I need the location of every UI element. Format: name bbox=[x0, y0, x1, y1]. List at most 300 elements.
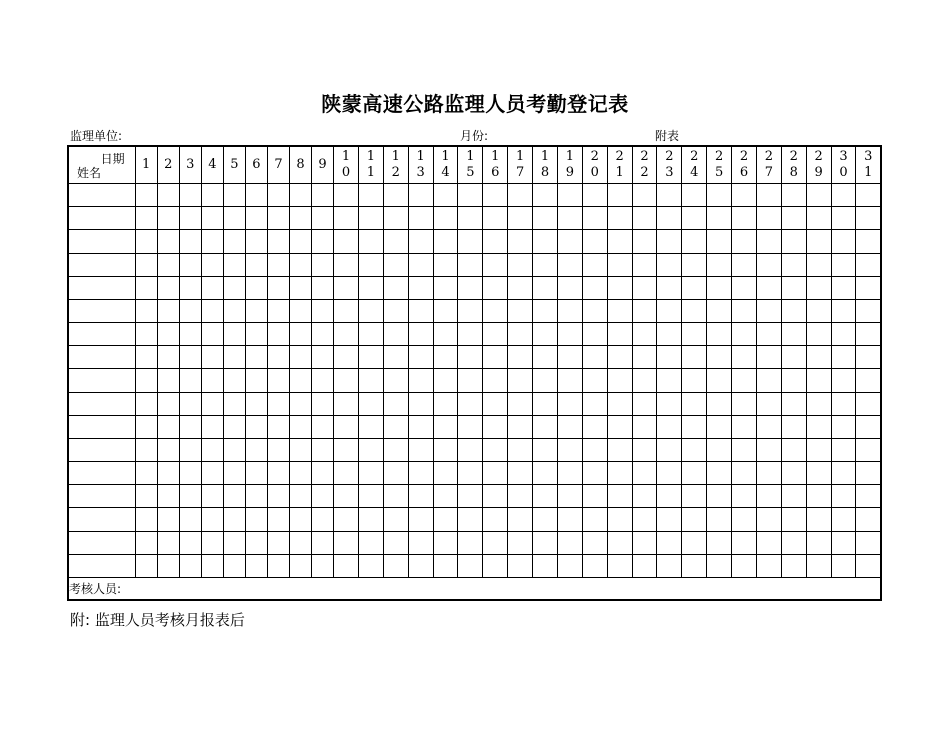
attendance-cell[interactable] bbox=[707, 508, 732, 531]
attendance-cell[interactable] bbox=[223, 207, 245, 230]
attendance-cell[interactable] bbox=[557, 230, 582, 253]
attendance-cell[interactable] bbox=[607, 323, 632, 346]
attendance-cell[interactable] bbox=[408, 207, 433, 230]
attendance-cell[interactable] bbox=[433, 554, 458, 577]
attendance-cell[interactable] bbox=[831, 531, 856, 554]
attendance-cell[interactable] bbox=[312, 346, 334, 369]
attendance-cell[interactable] bbox=[334, 531, 359, 554]
attendance-cell[interactable] bbox=[707, 184, 732, 207]
attendance-cell[interactable] bbox=[533, 392, 558, 415]
attendance-cell[interactable] bbox=[334, 299, 359, 322]
attendance-cell[interactable] bbox=[831, 462, 856, 485]
attendance-cell[interactable] bbox=[657, 415, 682, 438]
attendance-cell[interactable] bbox=[267, 230, 289, 253]
attendance-cell[interactable] bbox=[732, 253, 757, 276]
attendance-cell[interactable] bbox=[856, 207, 881, 230]
attendance-cell[interactable] bbox=[806, 253, 831, 276]
attendance-cell[interactable] bbox=[582, 230, 607, 253]
attendance-cell[interactable] bbox=[557, 184, 582, 207]
attendance-cell[interactable] bbox=[707, 230, 732, 253]
attendance-cell[interactable] bbox=[290, 276, 312, 299]
attendance-cell[interactable] bbox=[806, 184, 831, 207]
attendance-cell[interactable] bbox=[856, 184, 881, 207]
attendance-cell[interactable] bbox=[201, 299, 223, 322]
attendance-cell[interactable] bbox=[806, 485, 831, 508]
attendance-cell[interactable] bbox=[533, 415, 558, 438]
attendance-cell[interactable] bbox=[383, 462, 408, 485]
attendance-cell[interactable] bbox=[201, 207, 223, 230]
attendance-cell[interactable] bbox=[856, 462, 881, 485]
attendance-cell[interactable] bbox=[756, 276, 781, 299]
attendance-cell[interactable] bbox=[483, 346, 508, 369]
attendance-cell[interactable] bbox=[483, 207, 508, 230]
attendance-cell[interactable] bbox=[458, 554, 483, 577]
attendance-cell[interactable] bbox=[557, 462, 582, 485]
attendance-cell[interactable] bbox=[433, 299, 458, 322]
attendance-cell[interactable] bbox=[582, 508, 607, 531]
attendance-cell[interactable] bbox=[334, 207, 359, 230]
attendance-cell[interactable] bbox=[267, 415, 289, 438]
attendance-cell[interactable] bbox=[781, 392, 806, 415]
attendance-cell[interactable] bbox=[632, 346, 657, 369]
attendance-cell[interactable] bbox=[582, 369, 607, 392]
attendance-cell[interactable] bbox=[732, 323, 757, 346]
attendance-cell[interactable] bbox=[157, 531, 179, 554]
attendance-cell[interactable] bbox=[267, 207, 289, 230]
attendance-cell[interactable] bbox=[245, 415, 267, 438]
attendance-cell[interactable] bbox=[533, 531, 558, 554]
attendance-cell[interactable] bbox=[458, 323, 483, 346]
attendance-cell[interactable] bbox=[358, 276, 383, 299]
attendance-cell[interactable] bbox=[408, 392, 433, 415]
attendance-cell[interactable] bbox=[831, 276, 856, 299]
attendance-cell[interactable] bbox=[408, 531, 433, 554]
attendance-cell[interactable] bbox=[707, 346, 732, 369]
attendance-cell[interactable] bbox=[334, 276, 359, 299]
name-cell[interactable] bbox=[68, 184, 135, 207]
attendance-cell[interactable] bbox=[358, 462, 383, 485]
attendance-cell[interactable] bbox=[632, 392, 657, 415]
attendance-cell[interactable] bbox=[732, 369, 757, 392]
attendance-cell[interactable] bbox=[383, 554, 408, 577]
attendance-cell[interactable] bbox=[201, 346, 223, 369]
attendance-cell[interactable] bbox=[201, 184, 223, 207]
attendance-cell[interactable] bbox=[408, 462, 433, 485]
attendance-cell[interactable] bbox=[657, 531, 682, 554]
attendance-cell[interactable] bbox=[135, 438, 157, 461]
attendance-cell[interactable] bbox=[831, 346, 856, 369]
name-cell[interactable] bbox=[68, 438, 135, 461]
attendance-cell[interactable] bbox=[135, 462, 157, 485]
attendance-cell[interactable] bbox=[408, 485, 433, 508]
attendance-cell[interactable] bbox=[267, 253, 289, 276]
attendance-cell[interactable] bbox=[756, 207, 781, 230]
attendance-cell[interactable] bbox=[806, 323, 831, 346]
attendance-cell[interactable] bbox=[781, 276, 806, 299]
attendance-cell[interactable] bbox=[135, 207, 157, 230]
attendance-cell[interactable] bbox=[831, 323, 856, 346]
attendance-cell[interactable] bbox=[408, 276, 433, 299]
attendance-cell[interactable] bbox=[582, 346, 607, 369]
attendance-cell[interactable] bbox=[312, 230, 334, 253]
attendance-cell[interactable] bbox=[856, 438, 881, 461]
attendance-cell[interactable] bbox=[756, 485, 781, 508]
attendance-cell[interactable] bbox=[483, 230, 508, 253]
attendance-cell[interactable] bbox=[582, 531, 607, 554]
attendance-cell[interactable] bbox=[458, 276, 483, 299]
attendance-cell[interactable] bbox=[157, 554, 179, 577]
attendance-cell[interactable] bbox=[433, 253, 458, 276]
attendance-cell[interactable] bbox=[756, 415, 781, 438]
attendance-cell[interactable] bbox=[732, 299, 757, 322]
attendance-cell[interactable] bbox=[707, 415, 732, 438]
attendance-cell[interactable] bbox=[383, 392, 408, 415]
attendance-cell[interactable] bbox=[223, 462, 245, 485]
attendance-cell[interactable] bbox=[157, 276, 179, 299]
attendance-cell[interactable] bbox=[806, 276, 831, 299]
attendance-cell[interactable] bbox=[201, 323, 223, 346]
attendance-cell[interactable] bbox=[290, 184, 312, 207]
attendance-cell[interactable] bbox=[408, 346, 433, 369]
attendance-cell[interactable] bbox=[632, 230, 657, 253]
attendance-cell[interactable] bbox=[383, 276, 408, 299]
attendance-cell[interactable] bbox=[732, 346, 757, 369]
attendance-cell[interactable] bbox=[458, 299, 483, 322]
attendance-cell[interactable] bbox=[334, 508, 359, 531]
attendance-cell[interactable] bbox=[732, 485, 757, 508]
name-cell[interactable] bbox=[68, 299, 135, 322]
attendance-cell[interactable] bbox=[682, 184, 707, 207]
attendance-cell[interactable] bbox=[707, 323, 732, 346]
attendance-cell[interactable] bbox=[408, 508, 433, 531]
attendance-cell[interactable] bbox=[732, 508, 757, 531]
attendance-cell[interactable] bbox=[856, 230, 881, 253]
attendance-cell[interactable] bbox=[290, 230, 312, 253]
attendance-cell[interactable] bbox=[433, 531, 458, 554]
attendance-cell[interactable] bbox=[312, 415, 334, 438]
attendance-cell[interactable] bbox=[557, 207, 582, 230]
attendance-cell[interactable] bbox=[290, 508, 312, 531]
attendance-cell[interactable] bbox=[135, 531, 157, 554]
attendance-cell[interactable] bbox=[707, 438, 732, 461]
attendance-cell[interactable] bbox=[607, 485, 632, 508]
attendance-cell[interactable] bbox=[245, 485, 267, 508]
attendance-cell[interactable] bbox=[179, 323, 201, 346]
attendance-cell[interactable] bbox=[732, 207, 757, 230]
attendance-cell[interactable] bbox=[682, 323, 707, 346]
attendance-cell[interactable] bbox=[433, 323, 458, 346]
attendance-cell[interactable] bbox=[657, 462, 682, 485]
name-cell[interactable] bbox=[68, 554, 135, 577]
attendance-cell[interactable] bbox=[179, 299, 201, 322]
attendance-cell[interactable] bbox=[682, 531, 707, 554]
attendance-cell[interactable] bbox=[334, 392, 359, 415]
attendance-cell[interactable] bbox=[732, 276, 757, 299]
attendance-cell[interactable] bbox=[781, 531, 806, 554]
attendance-cell[interactable] bbox=[223, 230, 245, 253]
attendance-cell[interactable] bbox=[607, 346, 632, 369]
attendance-cell[interactable] bbox=[483, 392, 508, 415]
attendance-cell[interactable] bbox=[358, 508, 383, 531]
attendance-cell[interactable] bbox=[483, 253, 508, 276]
attendance-cell[interactable] bbox=[657, 323, 682, 346]
attendance-cell[interactable] bbox=[781, 230, 806, 253]
attendance-cell[interactable] bbox=[358, 230, 383, 253]
attendance-cell[interactable] bbox=[508, 369, 533, 392]
attendance-cell[interactable] bbox=[290, 485, 312, 508]
attendance-cell[interactable] bbox=[135, 346, 157, 369]
attendance-cell[interactable] bbox=[707, 531, 732, 554]
attendance-cell[interactable] bbox=[223, 276, 245, 299]
name-cell[interactable] bbox=[68, 415, 135, 438]
attendance-cell[interactable] bbox=[607, 253, 632, 276]
attendance-cell[interactable] bbox=[383, 531, 408, 554]
attendance-cell[interactable] bbox=[508, 276, 533, 299]
attendance-cell[interactable] bbox=[290, 415, 312, 438]
attendance-cell[interactable] bbox=[267, 299, 289, 322]
attendance-cell[interactable] bbox=[290, 207, 312, 230]
attendance-cell[interactable] bbox=[458, 230, 483, 253]
attendance-cell[interactable] bbox=[533, 508, 558, 531]
attendance-cell[interactable] bbox=[223, 531, 245, 554]
attendance-cell[interactable] bbox=[508, 207, 533, 230]
attendance-cell[interactable] bbox=[557, 346, 582, 369]
attendance-cell[interactable] bbox=[179, 554, 201, 577]
attendance-cell[interactable] bbox=[533, 184, 558, 207]
attendance-cell[interactable] bbox=[433, 230, 458, 253]
attendance-cell[interactable] bbox=[533, 230, 558, 253]
attendance-cell[interactable] bbox=[508, 184, 533, 207]
attendance-cell[interactable] bbox=[657, 438, 682, 461]
attendance-cell[interactable] bbox=[157, 485, 179, 508]
attendance-cell[interactable] bbox=[179, 485, 201, 508]
attendance-cell[interactable] bbox=[657, 207, 682, 230]
attendance-cell[interactable] bbox=[657, 392, 682, 415]
attendance-cell[interactable] bbox=[458, 369, 483, 392]
attendance-cell[interactable] bbox=[135, 369, 157, 392]
attendance-cell[interactable] bbox=[157, 299, 179, 322]
name-cell[interactable] bbox=[68, 346, 135, 369]
attendance-cell[interactable] bbox=[483, 299, 508, 322]
attendance-cell[interactable] bbox=[483, 531, 508, 554]
attendance-cell[interactable] bbox=[223, 346, 245, 369]
attendance-cell[interactable] bbox=[223, 323, 245, 346]
attendance-cell[interactable] bbox=[135, 276, 157, 299]
attendance-cell[interactable] bbox=[157, 207, 179, 230]
attendance-cell[interactable] bbox=[632, 184, 657, 207]
attendance-cell[interactable] bbox=[508, 531, 533, 554]
attendance-cell[interactable] bbox=[483, 415, 508, 438]
attendance-cell[interactable] bbox=[383, 346, 408, 369]
attendance-cell[interactable] bbox=[179, 369, 201, 392]
attendance-cell[interactable] bbox=[383, 508, 408, 531]
attendance-cell[interactable] bbox=[245, 299, 267, 322]
attendance-cell[interactable] bbox=[312, 392, 334, 415]
attendance-cell[interactable] bbox=[334, 485, 359, 508]
attendance-cell[interactable] bbox=[290, 462, 312, 485]
attendance-cell[interactable] bbox=[245, 346, 267, 369]
attendance-cell[interactable] bbox=[267, 531, 289, 554]
attendance-cell[interactable] bbox=[533, 485, 558, 508]
attendance-cell[interactable] bbox=[383, 230, 408, 253]
attendance-cell[interactable] bbox=[358, 438, 383, 461]
attendance-cell[interactable] bbox=[201, 276, 223, 299]
attendance-cell[interactable] bbox=[682, 508, 707, 531]
attendance-cell[interactable] bbox=[707, 485, 732, 508]
attendance-cell[interactable] bbox=[458, 207, 483, 230]
attendance-cell[interactable] bbox=[508, 415, 533, 438]
attendance-cell[interactable] bbox=[856, 485, 881, 508]
attendance-cell[interactable] bbox=[408, 230, 433, 253]
attendance-cell[interactable] bbox=[267, 485, 289, 508]
attendance-cell[interactable] bbox=[433, 346, 458, 369]
name-cell[interactable] bbox=[68, 207, 135, 230]
attendance-cell[interactable] bbox=[433, 276, 458, 299]
attendance-cell[interactable] bbox=[557, 508, 582, 531]
attendance-cell[interactable] bbox=[483, 508, 508, 531]
attendance-cell[interactable] bbox=[290, 369, 312, 392]
attendance-cell[interactable] bbox=[557, 485, 582, 508]
attendance-cell[interactable] bbox=[781, 462, 806, 485]
attendance-cell[interactable] bbox=[334, 554, 359, 577]
attendance-cell[interactable] bbox=[334, 438, 359, 461]
attendance-cell[interactable] bbox=[806, 230, 831, 253]
attendance-cell[interactable] bbox=[632, 323, 657, 346]
attendance-cell[interactable] bbox=[408, 299, 433, 322]
attendance-cell[interactable] bbox=[157, 323, 179, 346]
attendance-cell[interactable] bbox=[806, 415, 831, 438]
attendance-cell[interactable] bbox=[582, 253, 607, 276]
attendance-cell[interactable] bbox=[856, 299, 881, 322]
attendance-cell[interactable] bbox=[657, 276, 682, 299]
attendance-cell[interactable] bbox=[781, 485, 806, 508]
attendance-cell[interactable] bbox=[607, 276, 632, 299]
attendance-cell[interactable] bbox=[756, 392, 781, 415]
attendance-cell[interactable] bbox=[290, 554, 312, 577]
attendance-cell[interactable] bbox=[781, 369, 806, 392]
attendance-cell[interactable] bbox=[533, 276, 558, 299]
attendance-cell[interactable] bbox=[334, 253, 359, 276]
attendance-cell[interactable] bbox=[831, 415, 856, 438]
attendance-cell[interactable] bbox=[732, 392, 757, 415]
attendance-cell[interactable] bbox=[267, 184, 289, 207]
attendance-cell[interactable] bbox=[290, 299, 312, 322]
attendance-cell[interactable] bbox=[856, 369, 881, 392]
attendance-cell[interactable] bbox=[756, 253, 781, 276]
attendance-cell[interactable] bbox=[458, 392, 483, 415]
attendance-cell[interactable] bbox=[408, 369, 433, 392]
attendance-cell[interactable] bbox=[632, 276, 657, 299]
attendance-cell[interactable] bbox=[201, 462, 223, 485]
attendance-cell[interactable] bbox=[781, 508, 806, 531]
attendance-cell[interactable] bbox=[245, 323, 267, 346]
attendance-cell[interactable] bbox=[582, 392, 607, 415]
attendance-cell[interactable] bbox=[334, 462, 359, 485]
attendance-cell[interactable] bbox=[657, 299, 682, 322]
attendance-cell[interactable] bbox=[312, 485, 334, 508]
attendance-cell[interactable] bbox=[732, 184, 757, 207]
attendance-cell[interactable] bbox=[312, 184, 334, 207]
attendance-cell[interactable] bbox=[408, 438, 433, 461]
attendance-cell[interactable] bbox=[756, 438, 781, 461]
attendance-cell[interactable] bbox=[508, 508, 533, 531]
attendance-cell[interactable] bbox=[223, 392, 245, 415]
attendance-cell[interactable] bbox=[157, 438, 179, 461]
attendance-cell[interactable] bbox=[179, 346, 201, 369]
attendance-cell[interactable] bbox=[358, 415, 383, 438]
attendance-cell[interactable] bbox=[632, 554, 657, 577]
attendance-cell[interactable] bbox=[483, 438, 508, 461]
attendance-cell[interactable] bbox=[856, 323, 881, 346]
attendance-cell[interactable] bbox=[223, 253, 245, 276]
attendance-cell[interactable] bbox=[458, 415, 483, 438]
attendance-cell[interactable] bbox=[312, 323, 334, 346]
attendance-cell[interactable] bbox=[707, 299, 732, 322]
attendance-cell[interactable] bbox=[831, 184, 856, 207]
attendance-cell[interactable] bbox=[408, 323, 433, 346]
attendance-cell[interactable] bbox=[831, 392, 856, 415]
attendance-cell[interactable] bbox=[557, 415, 582, 438]
attendance-cell[interactable] bbox=[201, 415, 223, 438]
attendance-cell[interactable] bbox=[201, 508, 223, 531]
attendance-cell[interactable] bbox=[245, 207, 267, 230]
attendance-cell[interactable] bbox=[781, 184, 806, 207]
attendance-cell[interactable] bbox=[682, 369, 707, 392]
attendance-cell[interactable] bbox=[707, 276, 732, 299]
attendance-cell[interactable] bbox=[312, 508, 334, 531]
attendance-cell[interactable] bbox=[383, 323, 408, 346]
attendance-cell[interactable] bbox=[358, 554, 383, 577]
attendance-cell[interactable] bbox=[806, 462, 831, 485]
attendance-cell[interactable] bbox=[607, 369, 632, 392]
attendance-cell[interactable] bbox=[157, 415, 179, 438]
attendance-cell[interactable] bbox=[179, 415, 201, 438]
attendance-cell[interactable] bbox=[682, 253, 707, 276]
attendance-cell[interactable] bbox=[756, 508, 781, 531]
attendance-cell[interactable] bbox=[135, 323, 157, 346]
attendance-cell[interactable] bbox=[458, 485, 483, 508]
attendance-cell[interactable] bbox=[582, 485, 607, 508]
attendance-cell[interactable] bbox=[632, 253, 657, 276]
attendance-cell[interactable] bbox=[201, 438, 223, 461]
attendance-cell[interactable] bbox=[781, 253, 806, 276]
attendance-cell[interactable] bbox=[433, 508, 458, 531]
attendance-cell[interactable] bbox=[806, 369, 831, 392]
attendance-cell[interactable] bbox=[831, 299, 856, 322]
attendance-cell[interactable] bbox=[557, 253, 582, 276]
attendance-cell[interactable] bbox=[458, 462, 483, 485]
attendance-cell[interactable] bbox=[682, 554, 707, 577]
attendance-cell[interactable] bbox=[267, 392, 289, 415]
name-cell[interactable] bbox=[68, 323, 135, 346]
attendance-cell[interactable] bbox=[582, 184, 607, 207]
attendance-cell[interactable] bbox=[607, 554, 632, 577]
attendance-cell[interactable] bbox=[831, 230, 856, 253]
attendance-cell[interactable] bbox=[408, 253, 433, 276]
attendance-cell[interactable] bbox=[135, 554, 157, 577]
attendance-cell[interactable] bbox=[201, 554, 223, 577]
attendance-cell[interactable] bbox=[806, 508, 831, 531]
attendance-cell[interactable] bbox=[383, 415, 408, 438]
attendance-cell[interactable] bbox=[533, 346, 558, 369]
attendance-cell[interactable] bbox=[223, 508, 245, 531]
name-cell[interactable] bbox=[68, 253, 135, 276]
name-cell[interactable] bbox=[68, 276, 135, 299]
attendance-cell[interactable] bbox=[179, 438, 201, 461]
attendance-cell[interactable] bbox=[458, 346, 483, 369]
attendance-cell[interactable] bbox=[682, 346, 707, 369]
attendance-cell[interactable] bbox=[732, 438, 757, 461]
